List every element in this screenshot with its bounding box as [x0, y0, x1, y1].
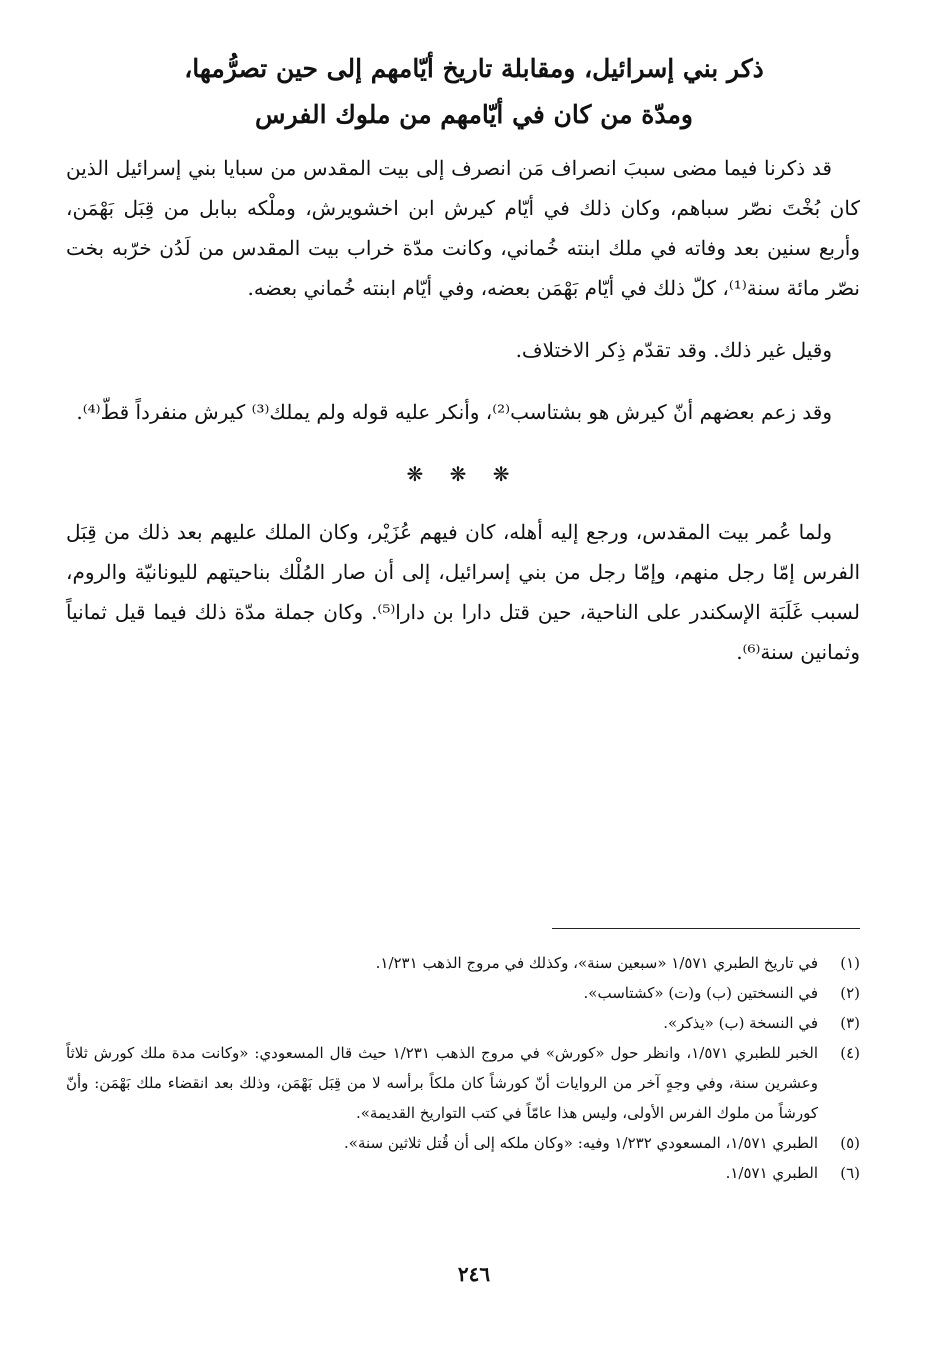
section-heading	[70, 46, 878, 138]
footnote-number: (٤)	[840, 1044, 860, 1062]
footnote-2	[66, 978, 860, 1008]
footnote-6	[66, 1158, 860, 1188]
footnote-number: (٥)	[840, 1134, 860, 1152]
footnote-text: في النسختين (ب) و(ت) «كشتاسب».	[583, 984, 818, 1002]
paragraph-4: ولما عُمر بيت المقدس، ورجع إليه أهله، كان فيهم عُزَيْر، وكان الملك عليهم بعد ذلك من قِبَل الفرس إمّا رجل منهم، وإمّا رجل من بني إسرائيل، إلى أن صار المُلْك بناحيتهم لليونانيّة والروم، لسبب غَلَبَة الإسكندر على الناحية، حين قتل دارا بن دارا⁽⁵⁾. وكان جملة مدّة ذلك فيما قيل ثمانياً وثمانين سنة⁽⁶⁾.	[66, 520, 860, 664]
section-separator: ❋ ❋ ❋	[406, 462, 520, 486]
footnote-1	[66, 948, 860, 978]
heading-line-1: ذكر بني إسرائيل، ومقابلة تاريخ أيّامهم إلى حين تصرُّمها،	[184, 54, 764, 83]
footnote-number: (٣)	[840, 1014, 860, 1032]
paragraph-2: وقيل غير ذلك. وقد تقدّم ذِكر الاختلاف.	[515, 338, 832, 362]
footnote-rule	[552, 928, 860, 929]
footnote-number: (٦)	[840, 1164, 860, 1182]
footnote-3	[66, 1008, 860, 1038]
page-number: ٢٤٦	[457, 1262, 491, 1286]
footnote-text: الطبري ١/٥٧١.	[725, 1164, 818, 1182]
main-text	[66, 148, 860, 694]
footnote-number: (١)	[840, 954, 860, 972]
footnotes	[66, 948, 860, 1188]
footnote-text: الطبري ١/٥٧١، المسعودي ١/٢٣٢ وفيه: «وكان ملكه إلى أن قُتل ثلاثين سنة».	[344, 1134, 818, 1152]
footnote-5	[66, 1128, 860, 1158]
footnote-number: (٢)	[840, 984, 860, 1002]
footnote-4	[66, 1038, 860, 1128]
footnote-text: الخبر للطبري ١/٥٧١، وانظر حول «كورش» في مروج الذهب ١/٢٣١ حيث قال المسعودي: «وكانت مدة ملك كورش ثلاثاً وعشرين سنة، وفي وجهٍ آخر من الروايات أنّ كورشاً كان ملكاً برأسه لا من قِبَل بَهْمَن، وذلك بعد انقضاء ملك بَهْمَن: وأنّ كورشاً من ملوك الفرس الأولى، وليس هذا عامّاً في كتب التواريخ القديمة».	[66, 1044, 818, 1122]
heading-line-2: ومدّة من كان في أيّامهم من ملوك الفرس	[255, 100, 693, 129]
footnote-text: في تاريخ الطبري ١/٥٧١ «سبعين سنة»، وكذلك في مروج الذهب ١/٢٣١.	[375, 954, 818, 972]
paragraph-3: وقد زعم بعضهم أنّ كيرش هو بشتاسب⁽²⁾، وأنكر عليه قوله ولم يملك⁽³⁾ كيرش منفرداً قطّ⁽⁴⁾.	[76, 400, 832, 424]
footnote-text: في النسخة (ب) «يذكر».	[663, 1014, 818, 1032]
paragraph-1: قد ذكرنا فيما مضى سببَ انصراف مَن انصرف إلى بيت المقدس من سبايا بني إسرائيل الذين كان بُخْتَ نصّر سباهم، وكان ذلك في أيّام كيرش ابن اخشويرش، وملْكه ببابل من قِبَل بَهْمَن، وأربع سنين بعد وفاته في ملك ابنته خُماني، وكانت مدّة خراب بيت المقدس من لَدُن خرّبه بخت نصّر مائة سنة⁽¹⁾، كلّ ذلك في أيّام بَهْمَن بعضه، وفي أيّام ابنته خُماني بعضه.	[66, 156, 860, 300]
